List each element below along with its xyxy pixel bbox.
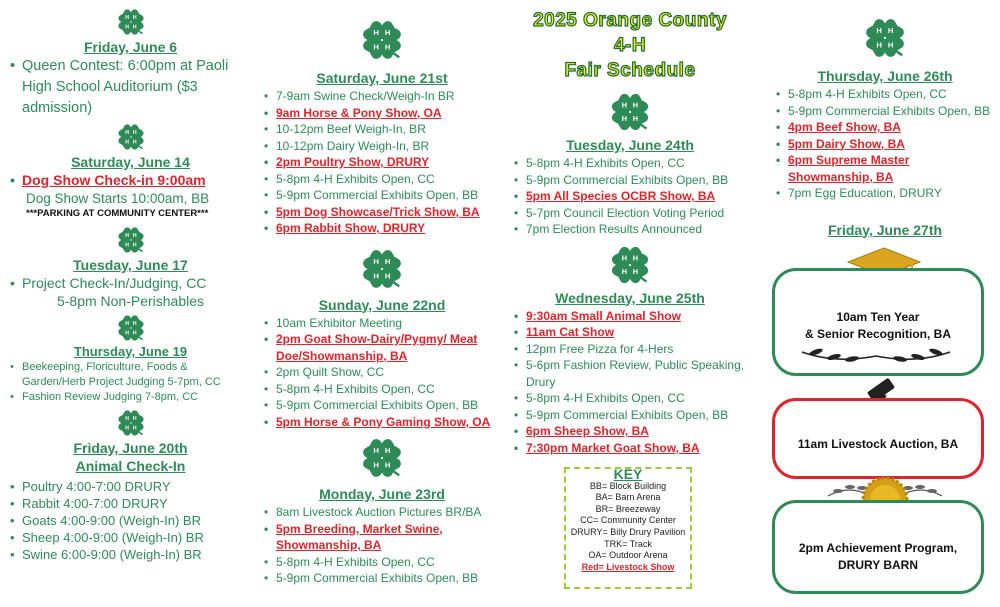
clover-icon	[358, 16, 406, 64]
livestock-show-item: • 2pm Poultry Show, DRURY	[262, 154, 502, 171]
livestock-show-item: • 5pm Breeding, Market Swine, Showmanship, BA	[262, 521, 502, 554]
list-item: • Dog Show Check-in 9:00am	[8, 171, 253, 189]
parking-note: ***PARKING AT COMMUNITY CENTER***	[26, 208, 209, 219]
achievement-card	[772, 500, 984, 594]
event-list	[262, 88, 502, 237]
day-title: Friday, June 6	[83, 39, 178, 55]
key-line: BR= Breezeway	[595, 503, 661, 514]
auction-card	[772, 398, 984, 479]
key-box	[564, 467, 692, 589]
card-line: 2pm Achievement Program,	[798, 541, 958, 555]
list-item: • 7pm Egg Education, DRURY	[774, 185, 996, 202]
clover-icon	[115, 407, 147, 439]
list-item: • 5-8pm 4-H Exhibits Open, CC	[512, 390, 748, 407]
clover-icon	[115, 121, 147, 153]
list-item: • 5-6pm Fashion Review, Public Speaking, Drury	[512, 357, 748, 390]
key-title: KEY	[613, 466, 643, 482]
list-item: • Swine 6:00-9:00 (Weigh-In) BR	[8, 546, 253, 563]
list-item: • 5-9pm Commercial Exhibits Open, BB	[512, 407, 748, 424]
list-item: • Rabbit 4:00-7:00 DRURY	[8, 495, 253, 512]
clover-icon	[607, 242, 653, 288]
list-item: • 10-12pm Beef Weigh-In, BR	[262, 121, 502, 138]
column-4	[774, 0, 996, 240]
day-title: Wednesday, June 25th	[555, 289, 705, 306]
list-item: • Goats 4:00-9:00 (Weigh-In) BR	[8, 512, 253, 529]
column-2	[262, 0, 502, 587]
clover-icon	[358, 245, 406, 293]
clover-icon	[115, 224, 147, 256]
livestock-show-item: • 5pm All Species OCBR Show, BA	[512, 188, 748, 205]
clover-icon	[358, 434, 406, 482]
day-title: Saturday, June 21st	[316, 70, 448, 86]
event-list	[512, 308, 748, 457]
event-list	[8, 56, 253, 119]
list-item: • Project Check-In/Judging, CC	[8, 274, 253, 292]
day-title: Friday, June 27th	[827, 221, 943, 238]
livestock-show-item: • 9:30am Small Animal Show	[512, 308, 748, 325]
livestock-show-item: • 9am Horse & Pony Show, OA	[262, 105, 502, 122]
event-list	[262, 504, 502, 587]
day-title: Thursday, June 26th	[817, 68, 953, 84]
list-item: • 5-8pm 4-H Exhibits Open, CC	[512, 155, 748, 172]
clover-icon	[115, 312, 147, 344]
list-item: • 10-12pm Dairy Weigh-In, BR	[262, 138, 502, 155]
livestock-show-item: • 5pm Dairy Show, BA	[774, 136, 996, 153]
column-1	[8, 0, 253, 563]
list-item: • Fashion Review Judging 7-8pm, CC	[8, 390, 253, 405]
key-line: BA= Barn Arena	[595, 492, 661, 503]
key-line: TRK= Track	[604, 538, 652, 549]
day-title: Tuesday, June 24th	[566, 137, 694, 153]
livestock-show-item: • 7:30pm Market Goat Show, BA	[512, 440, 748, 457]
event-subtext: Dog Show Starts 10:00am, BB	[26, 191, 210, 206]
event-subtext: 5-8pm Non-Perishables	[56, 293, 205, 309]
livestock-show-item: • 5pm Dog Showcase/Trick Show, BA	[262, 204, 502, 221]
event-list	[262, 315, 502, 431]
list-item: • 7-9am Swine Check/Weigh-In BR	[262, 88, 502, 105]
clover-icon	[861, 14, 909, 62]
day-title: Saturday, June 14	[71, 154, 190, 170]
day-title: Sunday, June 22nd	[318, 296, 446, 313]
list-item: • 2pm Quilt Show, CC	[262, 364, 502, 381]
list-item: • Sheep 4:00-9:00 (Weigh-In) BR	[8, 529, 253, 546]
list-item: • 7pm Election Results Announced	[512, 221, 748, 238]
list-item: • 5-8pm 4-H Exhibits Open, CC	[774, 86, 996, 103]
key-line: OA= Outdoor Arena	[588, 550, 668, 561]
day-title: Monday, June 23rd	[319, 486, 445, 502]
livestock-show-item: • 6pm Sheep Show, BA	[512, 423, 748, 440]
list-item: • 5-9pm Commercial Exhibits Open, BB	[262, 570, 502, 587]
list-item: • 5-8pm 4-H Exhibits Open, CC	[262, 381, 502, 398]
event-list	[512, 155, 748, 238]
event-list	[8, 478, 253, 563]
list-item: • 12pm Free Pizza for 4-Hers	[512, 341, 748, 358]
clover-icon	[607, 89, 653, 135]
clover-icon	[115, 6, 147, 38]
event-list	[8, 274, 253, 292]
list-item: • 5-9pm Commercial Exhibits Open, BB	[774, 103, 996, 120]
card-line: & Senior Recognition, BA	[804, 327, 951, 341]
key-line: BB= Block Building	[589, 480, 667, 491]
list-item: • 5-9pm Commercial Exhibits Open, BB	[512, 172, 748, 189]
card-line: 11am Livestock Auction, BA	[797, 437, 959, 451]
livestock-show-item: • 11am Cat Show	[512, 324, 748, 341]
livestock-show-item: • 2pm Goat Show-Dairy/Pygmy/ Meat Doe/Showmanship, BA	[262, 331, 502, 364]
list-item: • 8am Livestock Auction Pictures BR/BA	[262, 504, 502, 521]
livestock-show-item: • 6pm Supreme Master Showmanship, BA	[774, 152, 996, 185]
title-line: 2025 Orange County	[533, 10, 727, 31]
column-3	[512, 0, 748, 456]
list-item: • 5-7pm Council Election Voting Period	[512, 205, 748, 222]
key-line: DRURY= Billy Drury Pavilion	[570, 526, 686, 537]
title-line: Fair Schedule	[564, 60, 696, 81]
list-item: • 5-9pm Commercial Exhibits Open, BB	[262, 397, 502, 414]
livestock-show-item: • 6pm Rabbit Show, DRURY	[262, 220, 502, 237]
card-line: DRURY BARN	[837, 558, 918, 572]
list-item: • Poultry 4:00-7:00 DRURY	[8, 478, 253, 495]
card-line: 10am Ten Year	[836, 310, 920, 324]
list-item: • Beekeeping, Floriculture, Foods & Garden/Herb Project Judging 5-7pm, CC	[8, 360, 253, 390]
day-title: Thursday, June 19	[73, 344, 188, 359]
livestock-show-item: • 5pm Horse & Pony Gaming Show, OA	[262, 414, 502, 431]
list-item: • 5-8pm 4-H Exhibits Open, CC	[262, 554, 502, 571]
key-line: CC= Community Center	[580, 515, 676, 526]
event-list	[8, 360, 253, 405]
key-line: Red= Livestock Show	[581, 561, 675, 572]
page-title	[512, 8, 748, 83]
list-item: • 5-8pm 4-H Exhibits Open, CC	[262, 171, 502, 188]
day-title: Tuesday, June 17	[73, 257, 188, 273]
day-title: Friday, June 20th	[73, 440, 188, 456]
livestock-show-item: • 4pm Beef Show, BA	[774, 119, 996, 136]
list-item: • 10am Exhibitor Meeting	[262, 315, 502, 332]
title-line: 4-H	[613, 35, 647, 56]
list-item: • 5-9pm Commercial Exhibits Open, BB	[262, 187, 502, 204]
day-subtitle: Animal Check-In	[75, 458, 186, 474]
event-list	[774, 86, 996, 202]
laurel-icon	[796, 342, 956, 364]
list-item: • Queen Contest: 6:00pm at Paoli High School Auditorium ($3 admission)	[8, 56, 253, 119]
event-list	[8, 171, 253, 189]
